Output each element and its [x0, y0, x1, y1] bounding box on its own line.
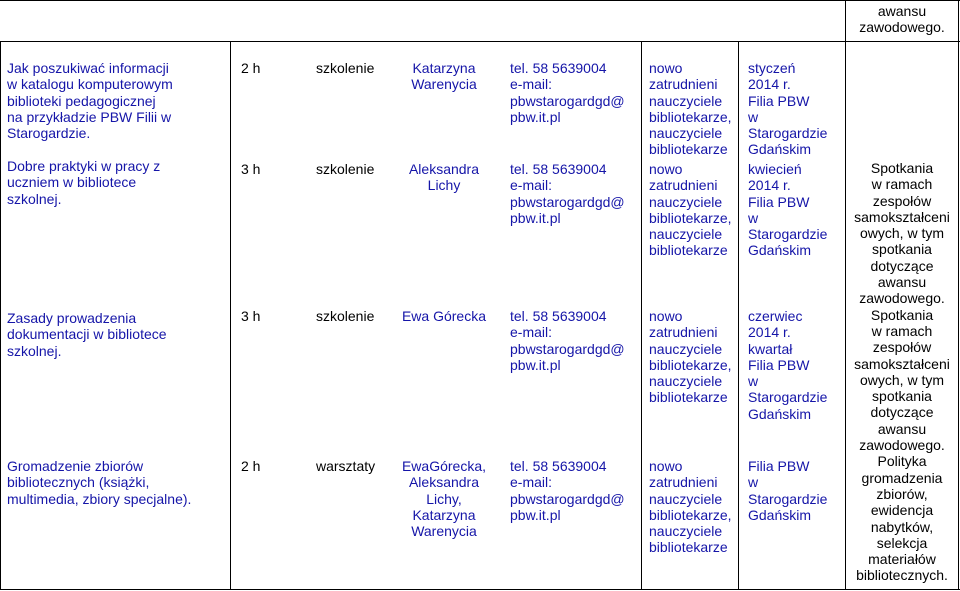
topic-line: Zasady prowadzenia [7, 310, 137, 326]
contact-cell: tel. 58 5639004 e-mail: pbwstarogardgd@ pbw.it.pl [510, 458, 625, 523]
note-line: zawodowego. [859, 19, 945, 36]
topic-line: Gromadzenie zbiorów [7, 458, 144, 474]
form-cell: szkolenie [316, 60, 375, 76]
table-left-border [0, 41, 1, 590]
contact-cell: tel. 58 5639004 e-mail: pbwstarogardgd@ pbw.it.pl [510, 161, 625, 226]
date-place-cell: kwiecień 2014 r. Filia PBW w Starogardzie Gdańskim [748, 161, 828, 259]
table-bottom-border [0, 589, 960, 590]
leader-cell: Aleksandra Lichy [408, 161, 480, 194]
form-cell: warsztaty [316, 458, 376, 474]
date-place-cell: czerwiec 2014 r. kwartał Filia PBW w Starogardzie Gdańskim [748, 308, 828, 422]
table-right-border [958, 0, 959, 590]
topic-line: Dobre praktyki w pracy z [7, 158, 161, 174]
leader-cell: Ewa Górecka [401, 308, 487, 324]
form-cell: szkolenie [316, 161, 375, 177]
hours-cell: 2 h [241, 458, 261, 474]
date-place-cell: Filia PBW w Starogardzie Gdańskim [748, 458, 828, 523]
leader-cell: Katarzyna Warenycia [411, 60, 477, 93]
topic-line: szkolnej. [7, 342, 62, 359]
contact-cell: tel. 58 5639004 e-mail: pbwstarogardgd@ pbw.it.pl [510, 60, 625, 125]
topic-cell [7, 458, 229, 507]
audience-cell: nowo zatrudnieni nauczyciele bibliotekarze, nauczyciele bibliotekarze [649, 161, 732, 259]
topic-cell [7, 158, 229, 207]
audience-cell: nowo zatrudnieni nauczyciele bibliotekarze, nauczyciele bibliotekarze [649, 458, 732, 556]
topic-line: szkolnej. [7, 190, 62, 207]
audience-cell: nowo zatrudnieni nauczyciele bibliotekarze, nauczyciele bibliotekarze [649, 308, 732, 406]
topic-line: biblioteki pedagogicznej [7, 92, 156, 109]
hours-cell: 2 h [241, 60, 261, 76]
leader-cell: EwaGórecka, Aleksandra Lichy, Katarzyna Warenycia [401, 458, 487, 540]
topic-cell [7, 60, 229, 141]
note-line: awansu [877, 3, 927, 19]
topic-line: na przykładzie PBW Filii w [7, 108, 172, 125]
column-divider-topic [230, 41, 231, 590]
column-divider-audience [738, 41, 739, 590]
topic-line: multimedia, zbiory specjalne). [7, 490, 192, 507]
topic-line: Jak poszukiwać informacji [7, 60, 169, 76]
audience-cell: nowo zatrudnieni nauczyciele bibliotekarze, nauczyciele bibliotekarze [649, 60, 732, 158]
topic-line: dokumentacji w bibliotece [7, 326, 167, 343]
topic-line: uczniem w bibliotece [7, 174, 137, 191]
form-cell: szkolenie [316, 308, 375, 324]
topic-line: Starogardzie. [7, 125, 91, 142]
contact-cell: tel. 58 5639004 e-mail: pbwstarogardgd@ pbw.it.pl [510, 308, 625, 373]
topic-cell [7, 310, 229, 359]
notes-cell: Spotkania w ramach zespołów samokształceni owych, w tym spotkania dotyczące awansu zawodowego. Spotkania w ramach zespołów samokształceni owych, w tym spotkania dotyczące awansu zawodowego. Polityka gromadzenia zbiorów, ewidencja nabytków, selekcja materiałów bibliotecznych. [854, 160, 950, 584]
date-place-cell: styczeń 2014 r. Filia PBW w Starogardzie Gdańskim [748, 60, 828, 158]
hours-cell: 3 h [241, 161, 261, 177]
topic-line: w katalogu komputerowym [7, 76, 173, 93]
hours-cell: 3 h [241, 308, 261, 324]
column-divider-contact [641, 41, 642, 590]
header-row-bottom-border [0, 41, 960, 42]
continued-note-cell [846, 3, 958, 36]
topic-line: bibliotecznych (książki, [7, 474, 150, 491]
table-top-border [0, 0, 960, 1]
